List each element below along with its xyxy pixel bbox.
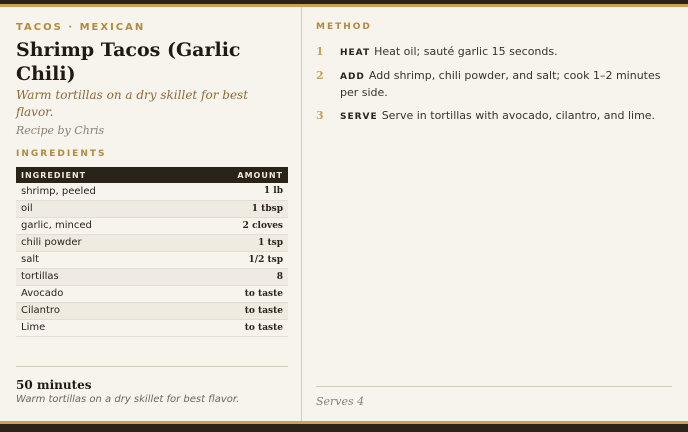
- table-row: [16, 319, 288, 336]
- ingredient-name: shrimp, peeled: [16, 183, 180, 200]
- recipe-subtitle: Warm tortillas on a dry skillet for best flavor.: [16, 88, 249, 119]
- ingredient-name: Cilantro: [16, 302, 180, 319]
- step-number: 2: [316, 69, 324, 82]
- left-footer: [16, 366, 288, 407]
- ingredient-amount: to taste: [180, 285, 288, 302]
- step-text: Add shrimp, chili powder, and salt; cook 1–2 minutes per side.: [340, 69, 661, 99]
- step-verb: HEAT: [340, 48, 371, 58]
- method-column: [316, 20, 672, 132]
- recipe-byline: Recipe by Chris: [16, 124, 105, 137]
- step-text: Heat oil; sauté garlic 15 seconds.: [374, 45, 558, 58]
- method-steps: [316, 44, 672, 125]
- ingredient-amount: to taste: [180, 302, 288, 319]
- column-divider: [301, 7, 302, 421]
- method-step: [316, 44, 672, 61]
- table-row: [16, 251, 288, 268]
- ingredient-name: oil: [16, 200, 180, 217]
- table-row: [16, 268, 288, 285]
- ingredient-column-header: INGREDIENT: [16, 167, 180, 183]
- bottom-band: [0, 424, 688, 432]
- step-verb: SERVE: [340, 112, 378, 122]
- table-row: [16, 217, 288, 234]
- ingredients-header-row: [16, 167, 288, 183]
- step-number: 3: [316, 109, 324, 122]
- method-heading: METHOD: [316, 22, 372, 32]
- ingredient-name: tortillas: [16, 268, 180, 285]
- ingredient-amount: to taste: [180, 319, 288, 336]
- table-row: [16, 200, 288, 217]
- step-body: [340, 68, 672, 101]
- ingredient-amount: 8: [180, 268, 288, 285]
- total-time: 50 minutes: [16, 378, 92, 392]
- ingredients-heading: INGREDIENTS: [16, 149, 107, 159]
- step-body: [340, 44, 558, 61]
- table-row: [16, 183, 288, 200]
- table-row: [16, 285, 288, 302]
- cuisine-label: TACOS · MEXICAN: [16, 22, 146, 33]
- ingredient-amount: 2 cloves: [180, 217, 288, 234]
- top-accent-band: [0, 4, 688, 7]
- ingredient-name: garlic, minced: [16, 217, 180, 234]
- table-row: [16, 234, 288, 251]
- ingredient-name: Lime: [16, 319, 180, 336]
- right-footer: [316, 386, 672, 409]
- ingredient-amount: 1 tsp: [180, 234, 288, 251]
- ingredient-amount: 1/2 tsp: [180, 251, 288, 268]
- method-step: [316, 108, 672, 125]
- ingredient-amount: 1 tbsp: [180, 200, 288, 217]
- step-verb: ADD: [340, 72, 365, 82]
- ingredient-name: chili powder: [16, 234, 180, 251]
- ingredients-table: [16, 167, 288, 337]
- ingredient-name: salt: [16, 251, 180, 268]
- recipe-title: Shrimp Tacos (Garlic Chili): [16, 39, 241, 85]
- table-row: [16, 302, 288, 319]
- footer-note: Warm tortillas on a dry skillet for best flavor.: [16, 394, 240, 405]
- ingredient-amount: 1 lb: [180, 183, 288, 200]
- amount-column-header: AMOUNT: [180, 167, 288, 183]
- recipe-left-column: [16, 20, 288, 337]
- step-body: [340, 108, 655, 125]
- ingredient-name: Avocado: [16, 285, 180, 302]
- step-text: Serve in tortillas with avocado, cilantro, and lime.: [381, 109, 656, 122]
- step-number: 1: [316, 45, 324, 58]
- method-step: [316, 68, 672, 101]
- servings: Serves 4: [316, 395, 365, 408]
